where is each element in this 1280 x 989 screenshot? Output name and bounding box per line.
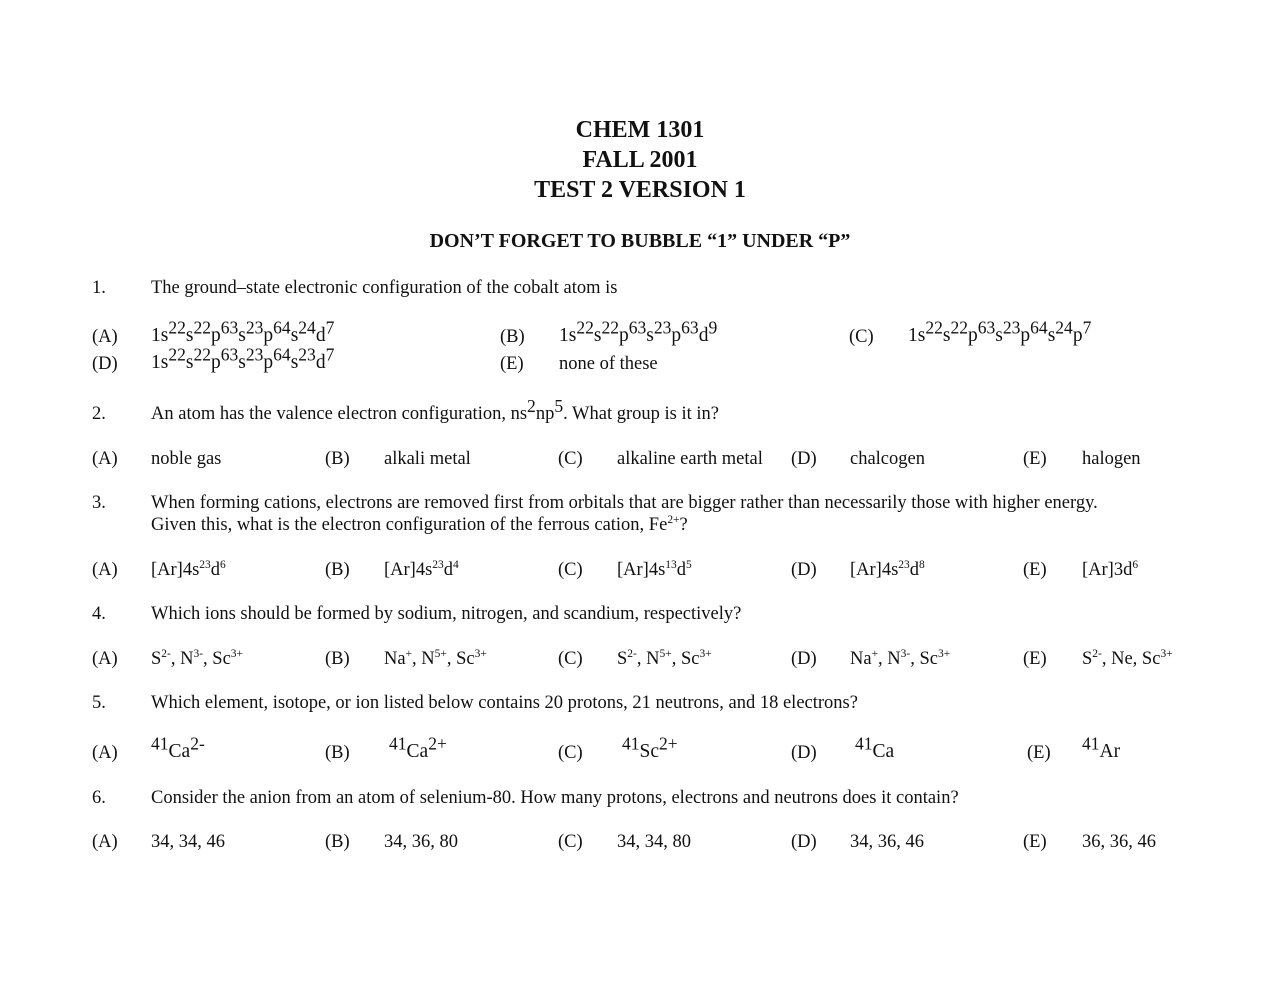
option-value: $S^{2-}$, $N^{3-}$, $Sc^{3+}$ — [151, 647, 243, 669]
question-text: An atom has the valence electron configuration, $ns^2np^5$. What group is it in? — [151, 395, 719, 424]
option-letter: (E) — [500, 354, 524, 374]
option-value: 36, 36, 46 — [1082, 832, 1156, 852]
option-letter: (B) — [325, 649, 350, 669]
question-number: 1. — [92, 278, 106, 298]
option-value: Na+, $N^{5+}$, $Sc^{3+}$ — [384, 647, 487, 669]
option-value: $[Ar]4s^{23}d^4$ — [384, 558, 459, 580]
option-value: $S^{2-}$, $N^{5+}$, $Sc^{3+}$ — [617, 647, 712, 669]
option-letter: (B) — [325, 560, 350, 580]
option-value: $^{41}$Ca — [855, 733, 895, 762]
option-letter: (D) — [791, 649, 817, 669]
question-text: Which element, isotope, or ion listed below contains 20 protons, 21 neutrons, and 18 electrons? — [151, 693, 858, 713]
option-letter: (C) — [558, 743, 583, 763]
option-letter: (C) — [849, 327, 874, 347]
option-letter: (A) — [92, 327, 118, 347]
option-letter: (E) — [1023, 832, 1047, 852]
option-letter: (E) — [1023, 649, 1047, 669]
option-value: $[Ar]4s^{23}d^6$ — [151, 558, 226, 580]
option-letter: (D) — [791, 743, 817, 763]
test-title: TEST 2 VERSION 1 — [534, 177, 746, 203]
option-value: 34, 36, 80 — [384, 832, 458, 852]
option-letter: (A) — [92, 449, 118, 469]
option-letter: (A) — [92, 832, 118, 852]
question-text: Which ions should be formed by sodium, nitrogen, and scandium, respectively? — [151, 604, 742, 624]
option-value: noble gas — [151, 449, 222, 469]
option-value: alkali metal — [384, 449, 471, 469]
question-number: 6. — [92, 788, 106, 808]
option-letter: (B) — [325, 449, 350, 469]
question-number: 4. — [92, 604, 106, 624]
option-value: 34, 34, 80 — [617, 832, 691, 852]
option-value: none of these — [559, 354, 658, 374]
option-letter: (E) — [1023, 560, 1047, 580]
option-value: Na+, $N^{3-}$, $Sc^{3+}$ — [850, 647, 951, 669]
option-value: $S^{2-}$, Ne, $Sc^{3+}$ — [1082, 647, 1173, 669]
option-letter: (E) — [1027, 743, 1051, 763]
option-letter: (D) — [791, 832, 817, 852]
question-number: 3. — [92, 493, 106, 513]
option-letter: (A) — [92, 649, 118, 669]
option-letter: (A) — [92, 560, 118, 580]
option-value: $^{41}$Ar — [1082, 733, 1121, 762]
option-value: $^{41}Sc^{2+}$ — [622, 733, 678, 762]
option-letter: (B) — [500, 327, 525, 347]
option-letter: (B) — [325, 832, 350, 852]
option-letter: (D) — [791, 449, 817, 469]
option-value: $1s^{22}s^{22}p^{63}s^{23}p^{64}s^{23}d^7$ — [151, 344, 335, 373]
option-letter: (C) — [558, 449, 583, 469]
bubble-reminder: DON’T FORGET TO BUBBLE “1” UNDER “P” — [429, 230, 851, 252]
option-value: 34, 34, 46 — [151, 832, 225, 852]
option-value: $1s^{22}s^{22}p^{63}s^{23}p^{64}s^{24}d^7$ — [151, 317, 335, 346]
option-value: 34, 36, 46 — [850, 832, 924, 852]
question-text: Given this, what is the electron configuration of the ferrous cation, $Fe^{2+}$? — [151, 513, 688, 535]
question-text: The ground–state electronic configuration of the cobalt atom is — [151, 278, 618, 298]
question-text: Consider the anion from an atom of selenium-80. How many protons, electrons and neutrons does it contain? — [151, 788, 959, 808]
option-value: $^{41}Ca^{2-}$ — [151, 733, 205, 762]
question-text: When forming cations, electrons are removed first from orbitals that are bigger rather than necessarily those with higher energy. — [151, 493, 1098, 513]
option-value: $1s^{22}s^{22}p^{63}s^{23}p^{63}d^9$ — [559, 317, 718, 346]
option-value: $[Ar]4s^{13}d^5$ — [617, 558, 692, 580]
option-value: alkaline earth metal — [617, 449, 763, 469]
option-letter: (C) — [558, 832, 583, 852]
option-letter: (B) — [325, 743, 350, 763]
question-number: 2. — [92, 404, 106, 424]
course-title: CHEM 1301 — [575, 117, 705, 143]
option-value: $[Ar]3d^6$ — [1082, 558, 1139, 580]
option-letter: (C) — [558, 649, 583, 669]
option-letter: (E) — [1023, 449, 1047, 469]
option-value: $^{41}Ca^{2+}$ — [389, 733, 447, 762]
option-letter: (A) — [92, 743, 118, 763]
question-number: 5. — [92, 693, 106, 713]
term-title: FALL 2001 — [582, 147, 698, 173]
option-value: $[Ar]4s^{23}d^8$ — [850, 558, 925, 580]
option-letter: (D) — [92, 354, 118, 374]
option-letter: (D) — [791, 560, 817, 580]
option-letter: (C) — [558, 560, 583, 580]
option-value: halogen — [1082, 449, 1141, 469]
option-value: chalcogen — [850, 449, 925, 469]
option-value: $1s^{22}s^{22}p^{63}s^{23}p^{64}s^{24}p^7$ — [908, 317, 1092, 346]
